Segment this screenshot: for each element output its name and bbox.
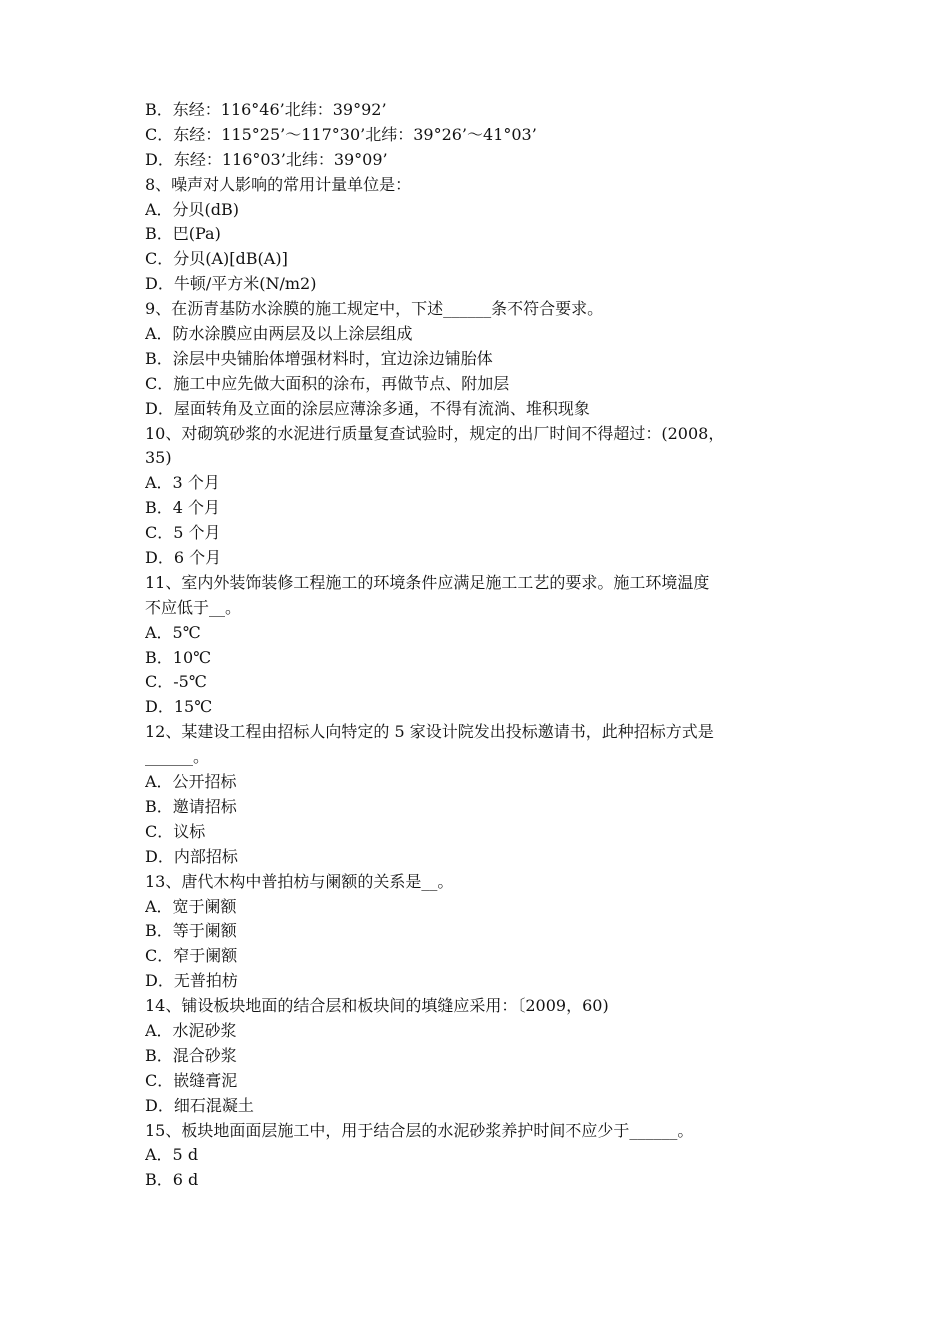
text-line: C．嵌缝膏泥 (145, 1070, 238, 1090)
text-line: 14、铺设板块地面的结合层和板块间的填缝应采用：〔2009，60) (145, 996, 609, 1016)
text-line: 10、对砌筑砂浆的水泥进行质量复查试验时，规定的出厂时间不得超过：(2008， (145, 423, 725, 443)
text-line: A．公开招标 (145, 772, 237, 792)
text-line: C．5 个月 (145, 523, 221, 543)
text-line: B．东经：116°46’北纬：39°92’ (145, 100, 387, 119)
text-line: A．防水涂膜应由两层及以上涂层组成 (145, 324, 413, 344)
text-line: C．-5℃ (145, 672, 207, 692)
text-line: B．混合砂浆 (145, 1045, 237, 1065)
text-line: A．宽于阑额 (145, 896, 237, 916)
text-line: 13、唐代木构中普拍枋与阑额的关系是__。 (145, 871, 454, 891)
text-line: A．分贝(dB) (145, 199, 240, 219)
text-line: 12、某建设工程由招标人向特定的 5 家设计院发出投标邀请书，此种招标方式是 (145, 722, 714, 742)
text-line: C．窄于阑额 (145, 946, 238, 966)
text-line: 35) (145, 448, 172, 468)
text-line: D．15℃ (145, 697, 213, 717)
text-line: D．6 个月 (145, 548, 222, 568)
text-line: D．无普拍枋 (145, 971, 238, 991)
text-line: ______。 (145, 747, 210, 767)
text-line: D．屋面转角及立面的涂层应薄涂多通，不得有流淌、堆积现象 (145, 398, 590, 418)
text-line: A．5 d (145, 1145, 199, 1165)
text-line: C．分贝(A)[dB(A)] (145, 249, 288, 269)
text-line: C．议标 (145, 821, 206, 841)
text-line: D．东经：116°03’北纬：39°09’ (145, 149, 388, 169)
text-line: 11、室内外装饰装修工程施工的环境条件应满足施工工艺的要求。施工环境温度 (145, 572, 710, 592)
text-line: B．邀请招标 (145, 796, 237, 816)
text-line: B．涂层中央铺胎体增强材料时，宜边涂边铺胎体 (145, 348, 493, 368)
text-line: 9、在沥青基防水涂膜的施工规定中，下述______条不符合要求。 (145, 299, 604, 319)
text-line: A．水泥砂浆 (145, 1020, 237, 1040)
text-line: D．内部招标 (145, 846, 238, 866)
text-line: C．施工中应先做大面积的涂布，再做节点、附加层 (145, 373, 510, 393)
text-line: 8、噪声对人影响的常用计量单位是： (145, 174, 412, 194)
document-body (145, 98, 815, 1193)
text-line: D．牛顿/平方米(N/m2) (145, 274, 317, 294)
text-line: B．等于阑额 (145, 921, 237, 941)
text-line: B．4 个月 (145, 498, 221, 518)
text-line: B．6 d (145, 1170, 199, 1190)
text-line: A．5℃ (145, 622, 201, 642)
text-line: C．东经：115°25’～117°30’北纬：39°26’～41°03’ (145, 124, 537, 144)
text-line: 不应低于__。 (145, 597, 242, 617)
text-line: 15、板块地面面层施工中，用于结合层的水泥砂浆养护时间不应少于______。 (145, 1120, 694, 1140)
text-line: A．3 个月 (145, 473, 220, 493)
text-line: B．巴(Pa) (145, 224, 221, 244)
text-line: B．10℃ (145, 647, 212, 667)
text-line: D．细石混凝土 (145, 1095, 254, 1115)
